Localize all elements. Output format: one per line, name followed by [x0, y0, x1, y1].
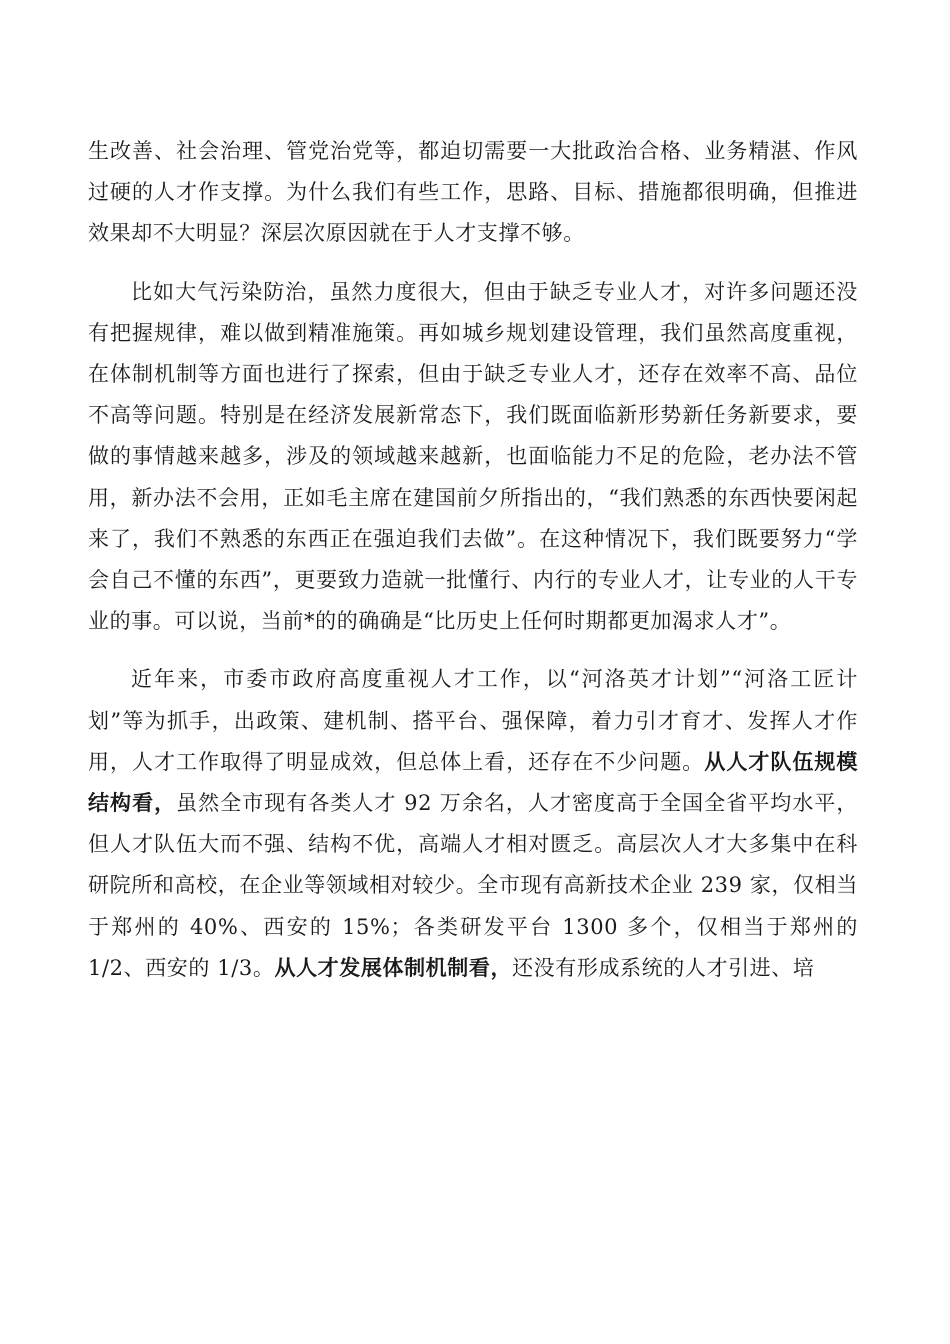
paragraph-3-heading-talent-structure: 从人才队伍规模结构看， [88, 749, 858, 816]
paragraph-3 [88, 659, 858, 989]
document-body [88, 131, 858, 989]
paragraph-1 [88, 131, 858, 255]
paragraph-3-text-b: 虽然全市现有各类人才 92 万余名，人才密度高于全国全省平均水平，但人才队伍大而不强、结构不优，高端人才相对匮乏。高层次人才大多集中在科研院所和高校，在企业等领域相对较少。全市现有高新技术企业 239 家，仅相当于郑州的 40%、西安的 15%；各类研发平台 1300 多个，仅相当于郑州的 1/2、西安的 1/3。 [88, 791, 858, 980]
paragraph-3-text-a: 近年来，市委市政府高度重视人才工作，以“河洛英才计划”“河洛工匠计划”等为抓手，出政策、建机制、搭平台、强保障，着力引才育才、发挥人才作用，人才工作取得了明显成效，但总体上看，还存在不少问题。 [88, 667, 858, 774]
paragraph-3-heading-talent-mechanism: 从人才发展体制机制看， [274, 955, 513, 980]
paragraph-1-text: 生改善、社会治理、管党治党等，都迫切需要一大批政治合格、业务精湛、作风过硬的人才作支撑。为什么我们有些工作，思路、目标、措施都很明确，但推进效果却不大明显？深层次原因就在于人才支撑不够。 [88, 139, 858, 246]
paragraph-2-text: 比如大气污染防治，虽然力度很大，但由于缺乏专业人才，对许多问题还没有把握规律，难以做到精准施策。再如城乡规划建设管理，我们虽然高度重视，在体制机制等方面也进行了探索，但由于缺乏专业人才，还存在效率不高、品位不高等问题。特别是在经济发展新常态下，我们既面临新形势新任务新要求，要做的事情越来越多，涉及的领域越来越新，也面临能力不足的危险，老办法不管用，新办法不会用，正如毛主席在建国前夕所指出的，“我们熟悉的东西快要闲起来了，我们不熟悉的东西正在强迫我们去做”。在这种情况下，我们既要努力“学会自己不懂的东西”，更要致力造就一批懂行、内行的专业人才，让专业的人干专业的事。可以说，当前*的的确确是“比历史上任何时期都更加渴求人才”。 [88, 279, 858, 634]
paragraph-3-text-c: 还没有形成系统的人才引进、培 [512, 955, 815, 980]
paragraph-2 [88, 272, 858, 643]
